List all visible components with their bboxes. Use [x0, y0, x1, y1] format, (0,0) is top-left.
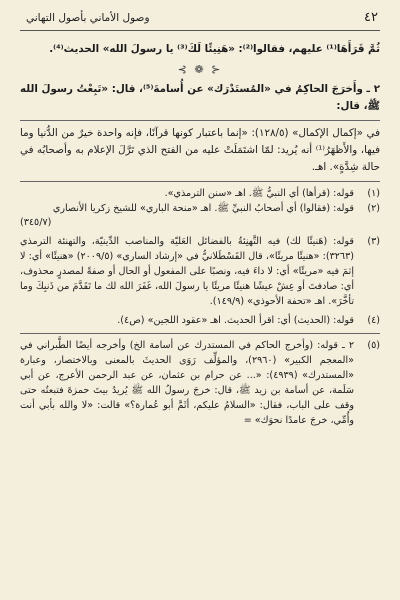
- page-number: ٤٢: [364, 10, 378, 25]
- commentary-paragraph: في «إكمال الإكمال» (١٢٨/٥): «إنما باعتبار كونها قرآنًا، فإنه واحدة خيرٌ من الدُّنيا وما فيها، والأَظهَرُ⁽¹⁾ أنه يُريد: لمّا اشتَمَلَتْ عليه من الفتح الذي تَرَّلَ الإعلام به وأصحابُه في حالة شِدَّةٍ». اهـ.: [20, 127, 380, 173]
- page-header: [20, 6, 380, 30]
- header-rule: [20, 30, 380, 31]
- footnote-item: [20, 313, 380, 328]
- footnote-rule-2: [20, 333, 380, 334]
- main-paragraph: ٢ ـ وأَخرَجَ الحاكِمُ في «المُستَدْرَك» عن أُسامةَ⁽⁵⁾، قال: «تَبِعْتُ رسولَ الله ﷺ، قال:: [20, 83, 380, 112]
- running-title: وصول الأماني بأصول التهاني: [26, 12, 150, 24]
- ornament-divider: ⊰ ❁ ⊱: [177, 63, 223, 76]
- main-text-line: ثُمَّ قَرَأَهَا⁽¹⁾ عليهم، فقالوا⁽²⁾: «هَنِيئًا لَكَ⁽³⁾ يا رسولَ الله» الحديث⁽⁴⁾.: [49, 43, 380, 55]
- footnote-number: (٤): [367, 315, 380, 326]
- footnote-item: [20, 338, 380, 428]
- footnote-text: ٢ ـ قوله: (وأخرج الحاكم في المستدرك عن أسامة الخ) وأخرجه أيضًا الطَّبراني في «المعجم الكبير» (٢٩٦٠)، والمؤلِّف رَوَى الحديثَ بالمعنى وبالاختصار، وعبارة «المستدرك» (٤٩٣٩): «... عن حرام بن عثمان، عن عبد الرحمن الأعرج، عن أبي سَلَمة، عن أسامة بن زيد ﷺ، قال: خرجَ رسولُ الله ﷺ يُريدُ بيتَ حمزةَ فتبعتُه حتى وقف على الباب، فقال: «السلامُ عليكم، أثَمَّ أبو عُمارة؟» قالت: «لا والله بأبي أنت وأُمِّي، خرجَ عامدًا نحوَك» =: [20, 340, 355, 426]
- footnote-text: قوله: (الحديث) أي: اقرأ الحديث. اهـ «عقود اللجين» (ص٤).: [117, 315, 354, 326]
- footnote-rule: [20, 181, 380, 182]
- footnote-number: (٢): [367, 203, 380, 214]
- footnote-text: قوله: (هَنيئًا لك) فيه التَّهنِئةُ بالفضائل العَليّة والمناصب الدِّينيّة، والتهنئة الترمذي (٣٢٦٣): «هنيئًا مريئًا»، قال القَسْطَلانيُّ في «إرشاد الساري» (٢٠٠٩/٥) «هنيئًا» أي: لا إثمَ فيه «مريئًا» أي: لا داءَ فيه، ونصبًا على المفعول أو الحال أو صفةً لمصدرٍ محذوف، أي: صادفتَ أو عِشْ عيشًا هنيئًا مريئًا يا رسولَ الله، غَفَرَ الله لك ما تَقَدَّمَ من ذَنبِكَ وما تأخَّرَ». اهـ «تحفة الأحوذي» (١٤٩/٩).: [20, 236, 354, 307]
- footnote-item: [20, 234, 380, 309]
- footnote-number: (٥): [367, 340, 380, 351]
- footnote-item: [20, 201, 380, 230]
- section-rule: [20, 120, 380, 121]
- footnote-reference: (٣٤٥/٧): [20, 217, 52, 228]
- footnotes: [20, 186, 380, 428]
- footnote-item: [20, 186, 380, 201]
- footnote-number: (٣): [367, 236, 380, 247]
- footnote-body: قوله: (فقالوا) أي أصحابُ النبيِّ ﷺ. اهـ «منحة الباري» للشيخ زكريا الأنصاري: [52, 203, 354, 214]
- footnote-text: قوله: (قرأها) أي النبيُّ ﷺ. اهـ «سنن الترمذي».: [164, 188, 354, 199]
- footnote-number: (١): [367, 188, 380, 199]
- footnote-text: [20, 201, 354, 230]
